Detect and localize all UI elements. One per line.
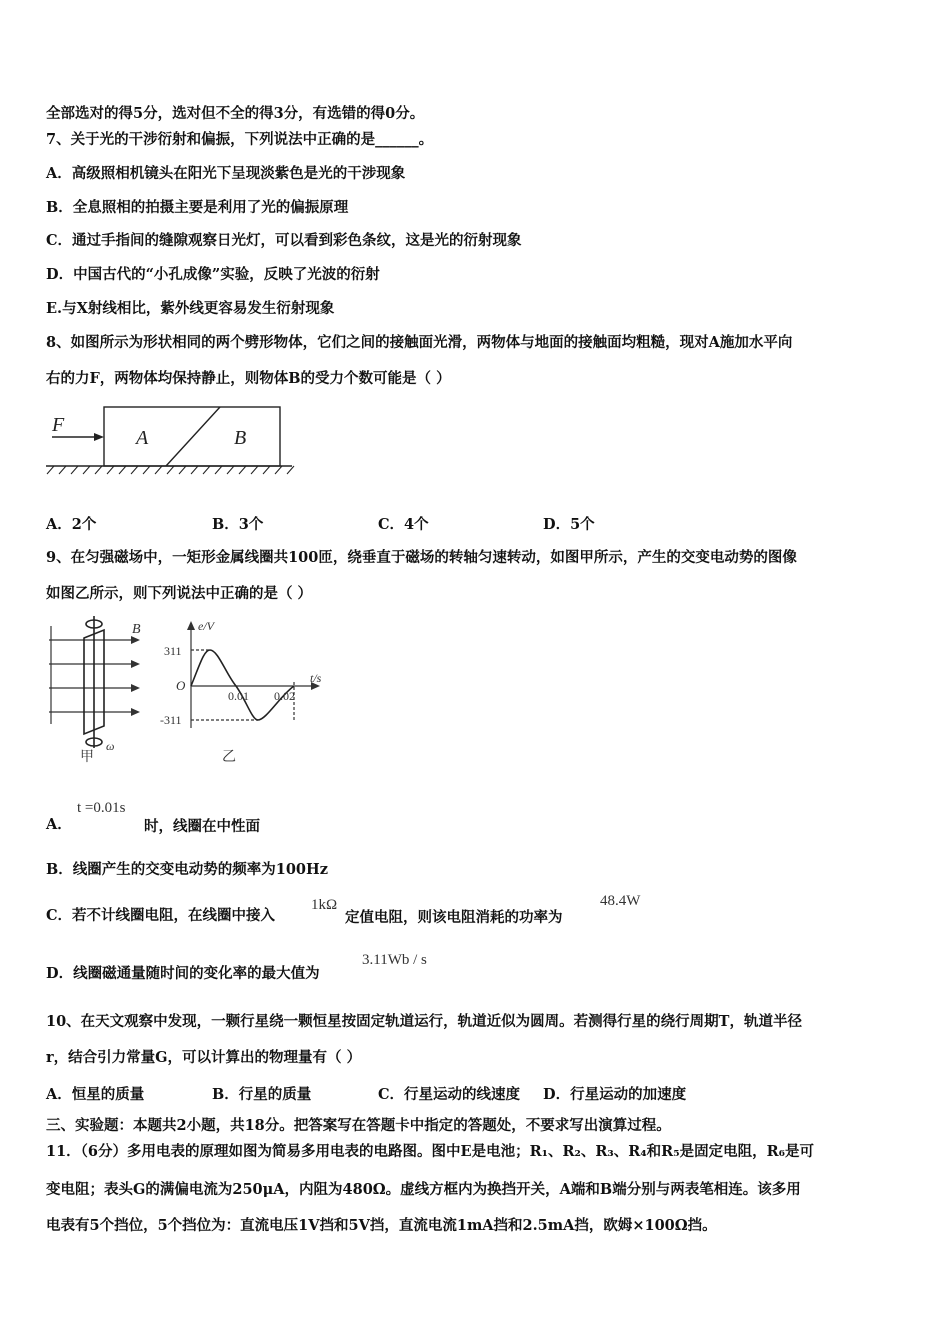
t-axis-label: t/s — [310, 671, 322, 685]
y-max-label: 311 — [164, 644, 182, 658]
q9-option-a-prefix: A． — [46, 816, 72, 833]
block-a-label: A — [136, 427, 149, 449]
q11-line3: 电表有5个挡位，5个挡位为：直流电压1V挡和5V挡，直流电流1mA挡和2.5mA挡，欧姆×100Ω挡。 — [46, 1217, 717, 1234]
q9-coil-figure — [44, 616, 154, 764]
q9-option-a-math: t =0.01s — [77, 800, 126, 816]
q9-option-c-prefix: C．若不计线圈电阻，在线圈中接入 — [46, 907, 276, 924]
q10-stem-line1: 10、在天文观察中发现，一颗行星绕一颗恒星按固定轨道运行，轨道近似为圆周。若测得行星的绕行周期T，轨道半径 — [46, 1013, 802, 1030]
q8-option-c: C．4个 — [378, 516, 429, 533]
q11-line2: 变电阻；表头G的满偏电流为250μA，内阻为480Ω。虚线方框内为换挡开关，A端和B端分别与两表笔相连。该多用 — [46, 1181, 801, 1198]
q9-option-c-math2: 48.4W — [600, 893, 641, 909]
origin-label: O — [176, 678, 186, 693]
q9-option-d-prefix: D．线圈磁通量随时间的变化率的最大值为 — [46, 965, 320, 982]
q8-option-b: B．3个 — [212, 516, 264, 533]
q7-option-a: A．高级照相机镜头在阳光下呈现淡紫色是光的干涉现象 — [46, 165, 406, 182]
scoring-note: 全部选对的得5分，选对但不全的得3分，有选错的得0分。 — [46, 105, 425, 122]
q7-option-e: E.与X射线相比，紫外线更容易发生衍射现象 — [46, 300, 335, 317]
q10-option-d: D．行星运动的加速度 — [543, 1086, 687, 1103]
q7-option-c: C．通过手指间的缝隙观察日光灯，可以看到彩色条纹，这是光的衍射现象 — [46, 232, 522, 249]
q7-option-b: B．全息照相的拍摄主要是利用了光的偏振原理 — [46, 199, 349, 216]
q9-emf-graph — [154, 616, 330, 766]
omega-label: ω — [106, 739, 115, 753]
b-field-label: B — [132, 622, 141, 637]
q9-stem-line2: 如图乙所示，则下列说法中正确的是（ ） — [46, 585, 313, 602]
q9-option-c-math1: 1kΩ — [311, 897, 338, 913]
jia-caption: 甲 — [80, 750, 94, 764]
q7-option-d: D．中国古代的“小孔成像”实验，反映了光波的衍射 — [46, 266, 380, 283]
q7-stem: 7、关于光的干涉衍射和偏振，下列说法中正确的是______。 — [46, 131, 434, 148]
q10-option-b: B．行星的质量 — [212, 1086, 312, 1103]
q8-option-a: A．2个 — [46, 516, 97, 533]
q9-option-a-text: 时，线圈在中性面 — [144, 818, 260, 835]
t1-label: 0.01 — [228, 689, 249, 703]
yi-caption: 乙 — [222, 750, 236, 765]
t2-label: 0.02 — [274, 689, 295, 703]
q10-option-c: C．行星运动的线速度 — [378, 1086, 521, 1103]
q9-option-c-mid: 定值电阻，则该电阻消耗的功率为 — [345, 909, 563, 926]
q8-stem-line2: 右的力F，两物体均保持静止，则物体B的受力个数可能是（ ） — [46, 370, 451, 387]
e-axis-label: e/V — [198, 619, 214, 633]
q11-line1: 11．（6分）多用电表的原理如图为简易多用电表的电路图。图中E是电池；R₁、R₂、R₃、R₄和R₅是固定电阻，R₆是可 — [46, 1143, 814, 1160]
section3-heading: 三、实验题：本题共2小题，共18分。把答案写在答题卡中指定的答题处，不要求写出演算过程。 — [46, 1117, 671, 1134]
y-min-label: -311 — [160, 713, 182, 727]
force-label: F — [52, 414, 65, 436]
q9-stem-line1: 9、在匀强磁场中，一矩形金属线圈共100匝，绕垂直于磁场的转轴匀速转动，如图甲所示，产生的交变电动势的图像 — [46, 549, 797, 566]
q10-option-a: A．恒星的质量 — [46, 1086, 145, 1103]
q8-stem-line1: 8、如图所示为形状相同的两个劈形物体，它们之间的接触面光滑，两物体与地面的接触面均粗糙，现对A施加水平向 — [46, 334, 793, 351]
q8-option-d: D．5个 — [543, 516, 595, 533]
q8-wedge-figure — [44, 404, 296, 476]
q9-option-b: B．线圈产生的交变电动势的频率为100Hz — [46, 861, 328, 878]
q9-option-d-math: 3.11Wb / s — [362, 952, 427, 968]
q10-stem-line2: r，结合引力常量G，可以计算出的物理量有（ ） — [46, 1049, 362, 1066]
block-b-label: B — [234, 427, 247, 449]
